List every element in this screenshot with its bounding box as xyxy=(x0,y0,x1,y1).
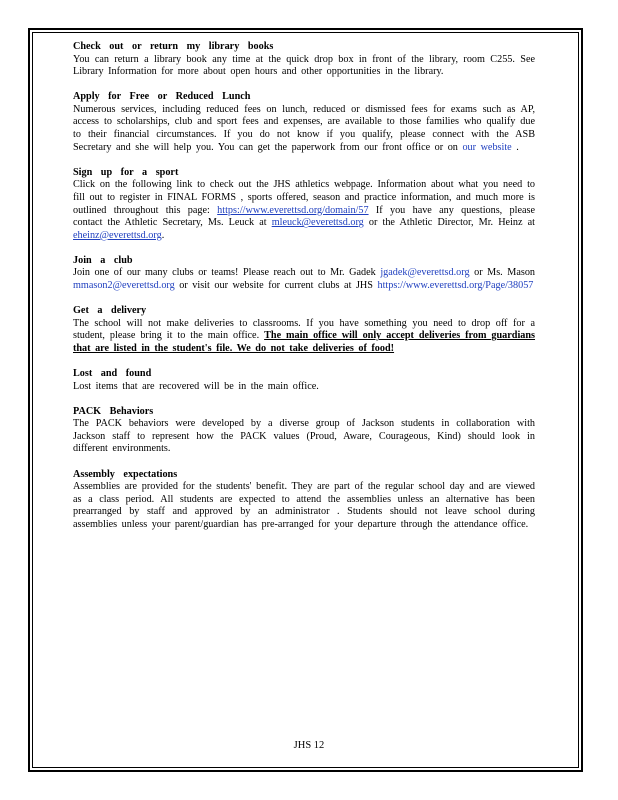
mason-email-link[interactable]: mmason2@everettsd.org xyxy=(73,280,175,291)
gadek-email-link[interactable]: jgadek@everettsd.org xyxy=(380,267,470,279)
athletic-director-email-link[interactable]: eheinz@everettsd.org xyxy=(73,229,162,241)
text-run: Click on the following link to check out the JHS athletics webpage. Information about what you need to fill out to register in FINAL FORMS , sports offered, season and practice information, and much more is outlined throughout this page: xyxy=(73,179,535,216)
section-text: Assemblies are provided for the students' benefit. They are part of the regular school day and are viewed as a class period. All students are expected to attend the assemblies unless an alternative has been prearranged by staff and approved by an administrator . Students should not leave school during assemblies unless your parent/guardian has pre-arranged for your departure through the attendance office. xyxy=(73,481,535,530)
section-free-lunch xyxy=(73,91,535,154)
delivery-policy-emphasis: The main office will only accept deliveries from guardians that are listed in the student's file. We do not take deliveries of food! xyxy=(73,330,536,354)
section-heading: Check out or return my library books xyxy=(73,41,274,52)
section-text xyxy=(73,318,535,356)
section-heading: Join a club xyxy=(73,254,133,266)
text-run: Join one of our many clubs or teams! Please reach out to Mr. Gadek xyxy=(73,267,376,279)
section-heading: Apply for Free or Reduced Lunch xyxy=(73,91,251,103)
section-text: The PACK behaviors were developed by a diverse group of Jackson students in collaboration with Jackson staff to represent how the PACK values (Proud, Aware, Courageous, Kind) should look in different environments. xyxy=(73,418,535,455)
website-link[interactable]: our website xyxy=(462,141,512,153)
section-heading: Sign up for a sport xyxy=(73,166,179,178)
section-assembly xyxy=(73,469,535,532)
text-run: or the Athletic Director, Mr. Heinz at xyxy=(368,217,535,229)
page-footer: JHS 12 xyxy=(293,740,325,751)
section-text xyxy=(73,104,535,154)
athletics-page-link[interactable]: https://www.everettsd.org/domain/57 xyxy=(217,204,369,216)
text-run: If you have any questions, please contact the Athletic Secretary, Ms. Leuck at xyxy=(73,204,535,229)
section-lost-found xyxy=(73,368,535,393)
section-text: You can return a library book any time at the quick drop box in front of the library, room C255. See Library Information for more about open hours and other opportunities in the library. xyxy=(73,53,535,78)
text-run: The school will not make deliveries to classrooms. If you have something you need to drop off for a student, please bring it to the main office. xyxy=(73,317,535,342)
text-run: or visit our website for current clubs at JHS xyxy=(179,280,373,291)
section-delivery xyxy=(73,305,535,355)
text-run: or Ms. Mason xyxy=(474,267,536,279)
section-heading: Lost and found xyxy=(73,367,152,379)
section-text xyxy=(73,267,535,292)
text-run: . xyxy=(161,229,165,241)
clubs-page-link[interactable]: https://www.everettsd.org/Page/38057 xyxy=(377,280,534,291)
section-sport-signup xyxy=(73,167,535,243)
section-library-books xyxy=(73,41,535,79)
section-heading: PACK Behaviors xyxy=(73,405,154,417)
text-run: Numerous services, including reduced fees on lunch, reduced or dismissed fees for exams such as AP, access to scholarships, club and sport fees and expenses, are available to those families who qualify due to their financial circumstances. If you do not know if you qualify, please connect with the ASB Secretary and she will help you. You can get the paperwork from our front office or on xyxy=(73,103,535,153)
text-run: . xyxy=(516,141,519,153)
athletic-secretary-email-link[interactable]: mleuck@everettsd.org xyxy=(271,217,364,229)
section-text xyxy=(73,179,535,242)
document-body xyxy=(73,41,535,544)
section-text: Lost items that are recovered will be in the main office. xyxy=(73,380,319,392)
section-pack-behaviors xyxy=(73,406,535,456)
section-join-club xyxy=(73,255,535,293)
section-heading: Assembly expectations xyxy=(73,468,178,480)
section-heading: Get a delivery xyxy=(73,305,147,317)
